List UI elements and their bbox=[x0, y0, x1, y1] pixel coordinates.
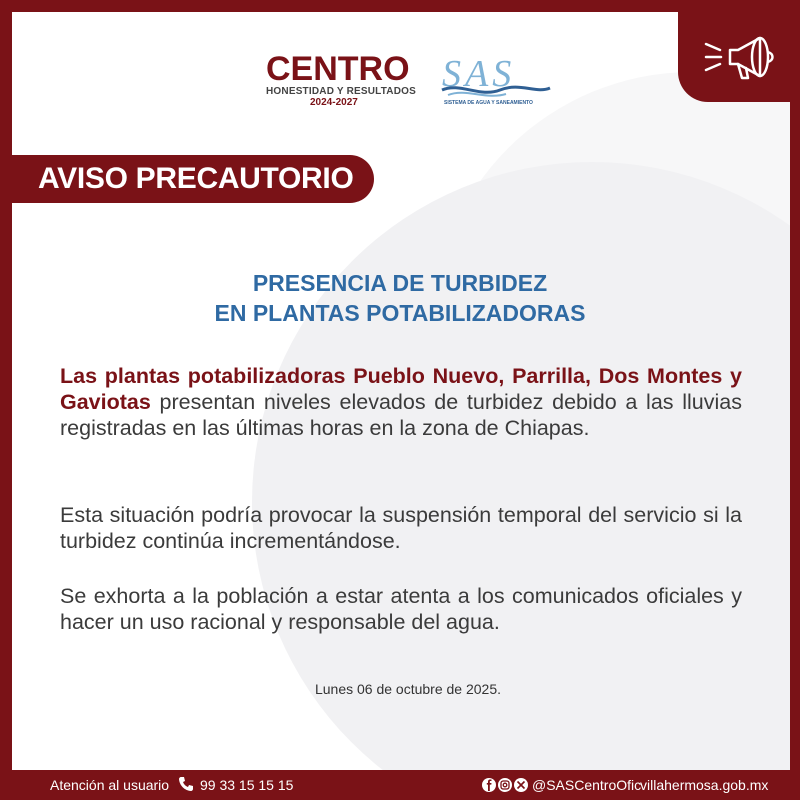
date-text: Lunes 06 de octubre de 2025. bbox=[314, 681, 502, 697]
megaphone-icon bbox=[702, 26, 780, 88]
social-handle[interactable]: @SASCentroOfic bbox=[532, 777, 642, 793]
wave-icon bbox=[440, 82, 552, 98]
phone-icon bbox=[178, 776, 194, 792]
sas-logo bbox=[440, 52, 552, 110]
right-frame bbox=[790, 0, 800, 800]
plants-names: Las plantas potabilizadoras Pueblo Nuevo, Parrilla, Dos Montes y Gaviotas bbox=[60, 364, 742, 414]
corner-tab bbox=[678, 12, 790, 102]
left-frame bbox=[0, 0, 12, 800]
sas-wordmark: SAS bbox=[442, 53, 516, 95]
centro-wordmark: CENTRO bbox=[266, 50, 410, 88]
sas-subtitle: SISTEMA DE AGUA Y SANEAMIENTO bbox=[444, 100, 533, 106]
paragraph-plants bbox=[60, 363, 742, 441]
footer-bar bbox=[0, 770, 800, 800]
paragraph-plants-rest: presentan niveles elevados de turbidez debido a las lluvias registradas en las últimas horas en la zona de Chiapas. bbox=[60, 390, 742, 440]
headline-line-1: PRESENCIA DE TURBIDEZ bbox=[252, 270, 548, 296]
headline bbox=[0, 268, 800, 328]
instagram-icon[interactable] bbox=[498, 778, 512, 792]
paragraph-suspension: Esta situación podría provocar la suspensión temporal del servicio si la turbidez continúa incrementándose. bbox=[60, 503, 742, 553]
centro-logo bbox=[266, 52, 426, 110]
centro-tagline: HONESTIDAD Y RESULTADOS bbox=[266, 86, 416, 97]
phone-number[interactable]: 99 33 15 15 15 bbox=[200, 777, 294, 793]
centro-period: 2024-2027 bbox=[310, 97, 358, 108]
paragraph-exhortation: Se exhorta a la población a estar atenta a los comunicados oficiales y hacer un uso racional y responsable del agua. bbox=[60, 584, 742, 634]
headline-line-2: EN PLANTAS POTABILIZADORAS bbox=[214, 300, 586, 326]
social-icons bbox=[482, 777, 528, 793]
notice-banner-title: AVISO PRECAUTORIO bbox=[38, 162, 354, 195]
attention-label: Atención al usuario bbox=[50, 777, 170, 793]
top-frame bbox=[0, 0, 800, 12]
facebook-icon[interactable] bbox=[482, 778, 496, 792]
background-swirl bbox=[252, 162, 790, 770]
website-link[interactable]: villahermosa.gob.mx bbox=[640, 777, 769, 793]
x-icon[interactable] bbox=[514, 778, 528, 792]
